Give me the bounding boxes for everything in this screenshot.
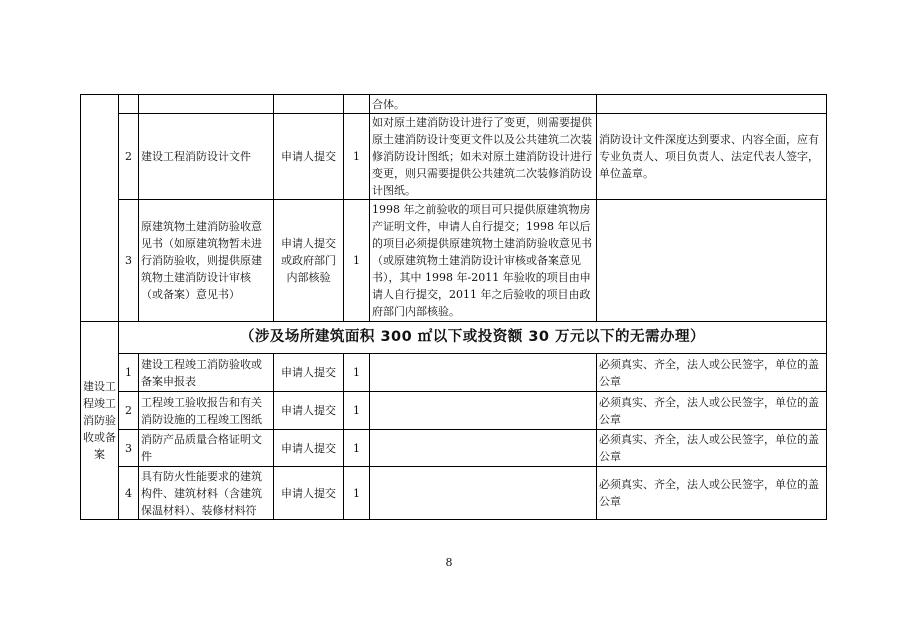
table-row [81, 200, 827, 322]
material-source: 申请人提交 [274, 114, 344, 200]
copy-count: 1 [344, 114, 370, 200]
material-note [370, 392, 597, 430]
material-source [274, 95, 344, 114]
copy-count: 1 [344, 430, 370, 467]
row-number: 3 [119, 430, 139, 467]
row-number: 4 [119, 467, 139, 520]
page-number: 8 [445, 556, 453, 569]
material-requirement: 必须真实、齐全，法人或公民签字，单位的盖公章 [597, 392, 827, 430]
row-number: 1 [119, 354, 139, 392]
copy-count: 1 [344, 392, 370, 430]
material-source: 申请人提交 [274, 392, 344, 430]
section-side-cell [81, 95, 119, 322]
table-row [81, 392, 827, 430]
material-source: 申请人提交 [274, 430, 344, 467]
material-requirement: 必须真实、齐全，法人或公民签字，单位的盖公章 [597, 354, 827, 392]
material-name: 原建筑物土建消防验收意见书（如原建筑物暂未进行消防验收，则提供原建筑物土建消防设计审核（或备案）意见书） [139, 200, 274, 322]
material-name [139, 95, 274, 114]
table-row [81, 95, 827, 114]
row-number [119, 95, 139, 114]
section-title: （涉及场所建筑面积 300 ㎡以下或投资额 30 万元以下的无需办理） [119, 322, 827, 354]
material-requirement [597, 200, 827, 322]
material-name: 建设工程竣工消防验收或备案申报表 [139, 354, 274, 392]
material-note [370, 354, 597, 392]
requirements-table [80, 94, 827, 520]
section-label: 建设工程竣工消防验收或备案 [81, 322, 119, 520]
material-name: 建设工程消防设计文件 [139, 114, 274, 200]
copy-count: 1 [344, 467, 370, 520]
copy-count: 1 [344, 200, 370, 322]
section-header-row [81, 322, 827, 354]
material-requirement: 必须真实、齐全，法人或公民签字，单位的盖公章 [597, 467, 827, 520]
copy-count: 1 [344, 354, 370, 392]
material-requirement: 必须真实、齐全，法人或公民签字，单位的盖公章 [597, 430, 827, 467]
row-number: 2 [119, 114, 139, 200]
material-note [370, 430, 597, 467]
material-requirement: 消防设计文件深度达到要求、内容全面，应有专业负责人、项目负责人、法定代表人签字，单位盖章。 [597, 114, 827, 200]
material-source: 申请人提交或政府部门内部核验 [274, 200, 344, 322]
table-row [81, 467, 827, 520]
copy-count [344, 95, 370, 114]
row-number: 3 [119, 200, 139, 322]
material-note: 如对原土建消防设计进行了变更，则需要提供原土建消防设计变更文件以及公共建筑二次装修消防设计图纸；如未对原土建消防设计进行变更，则只需要提供公共建筑二次装修消防设计图纸。 [370, 114, 597, 200]
material-name: 具有防火性能要求的建筑构件、建筑材料（含建筑保温材料）、装修材料符 [139, 467, 274, 520]
material-source: 申请人提交 [274, 354, 344, 392]
material-note [370, 467, 597, 520]
material-note: 1998 年之前验收的项目可只提供原建筑物房产证明文件，申请人自行提交；1998 年以后的项目必须提供原建筑物土建消防验收意见书（或原建筑物土建消防设计审核或备案意见书），其中 1998 年-2011 年验收的项目由申请人自行提交，2011 年之后验收的项目由政府部门内部核验。 [370, 200, 597, 322]
material-requirement [597, 95, 827, 114]
table-row [81, 114, 827, 200]
material-source: 申请人提交 [274, 467, 344, 520]
table-row [81, 430, 827, 467]
material-note: 合体。 [370, 95, 597, 114]
row-number: 2 [119, 392, 139, 430]
material-name: 工程竣工验收报告和有关消防设施的工程竣工图纸 [139, 392, 274, 430]
material-name: 消防产品质量合格证明文件 [139, 430, 274, 467]
table-row [81, 354, 827, 392]
